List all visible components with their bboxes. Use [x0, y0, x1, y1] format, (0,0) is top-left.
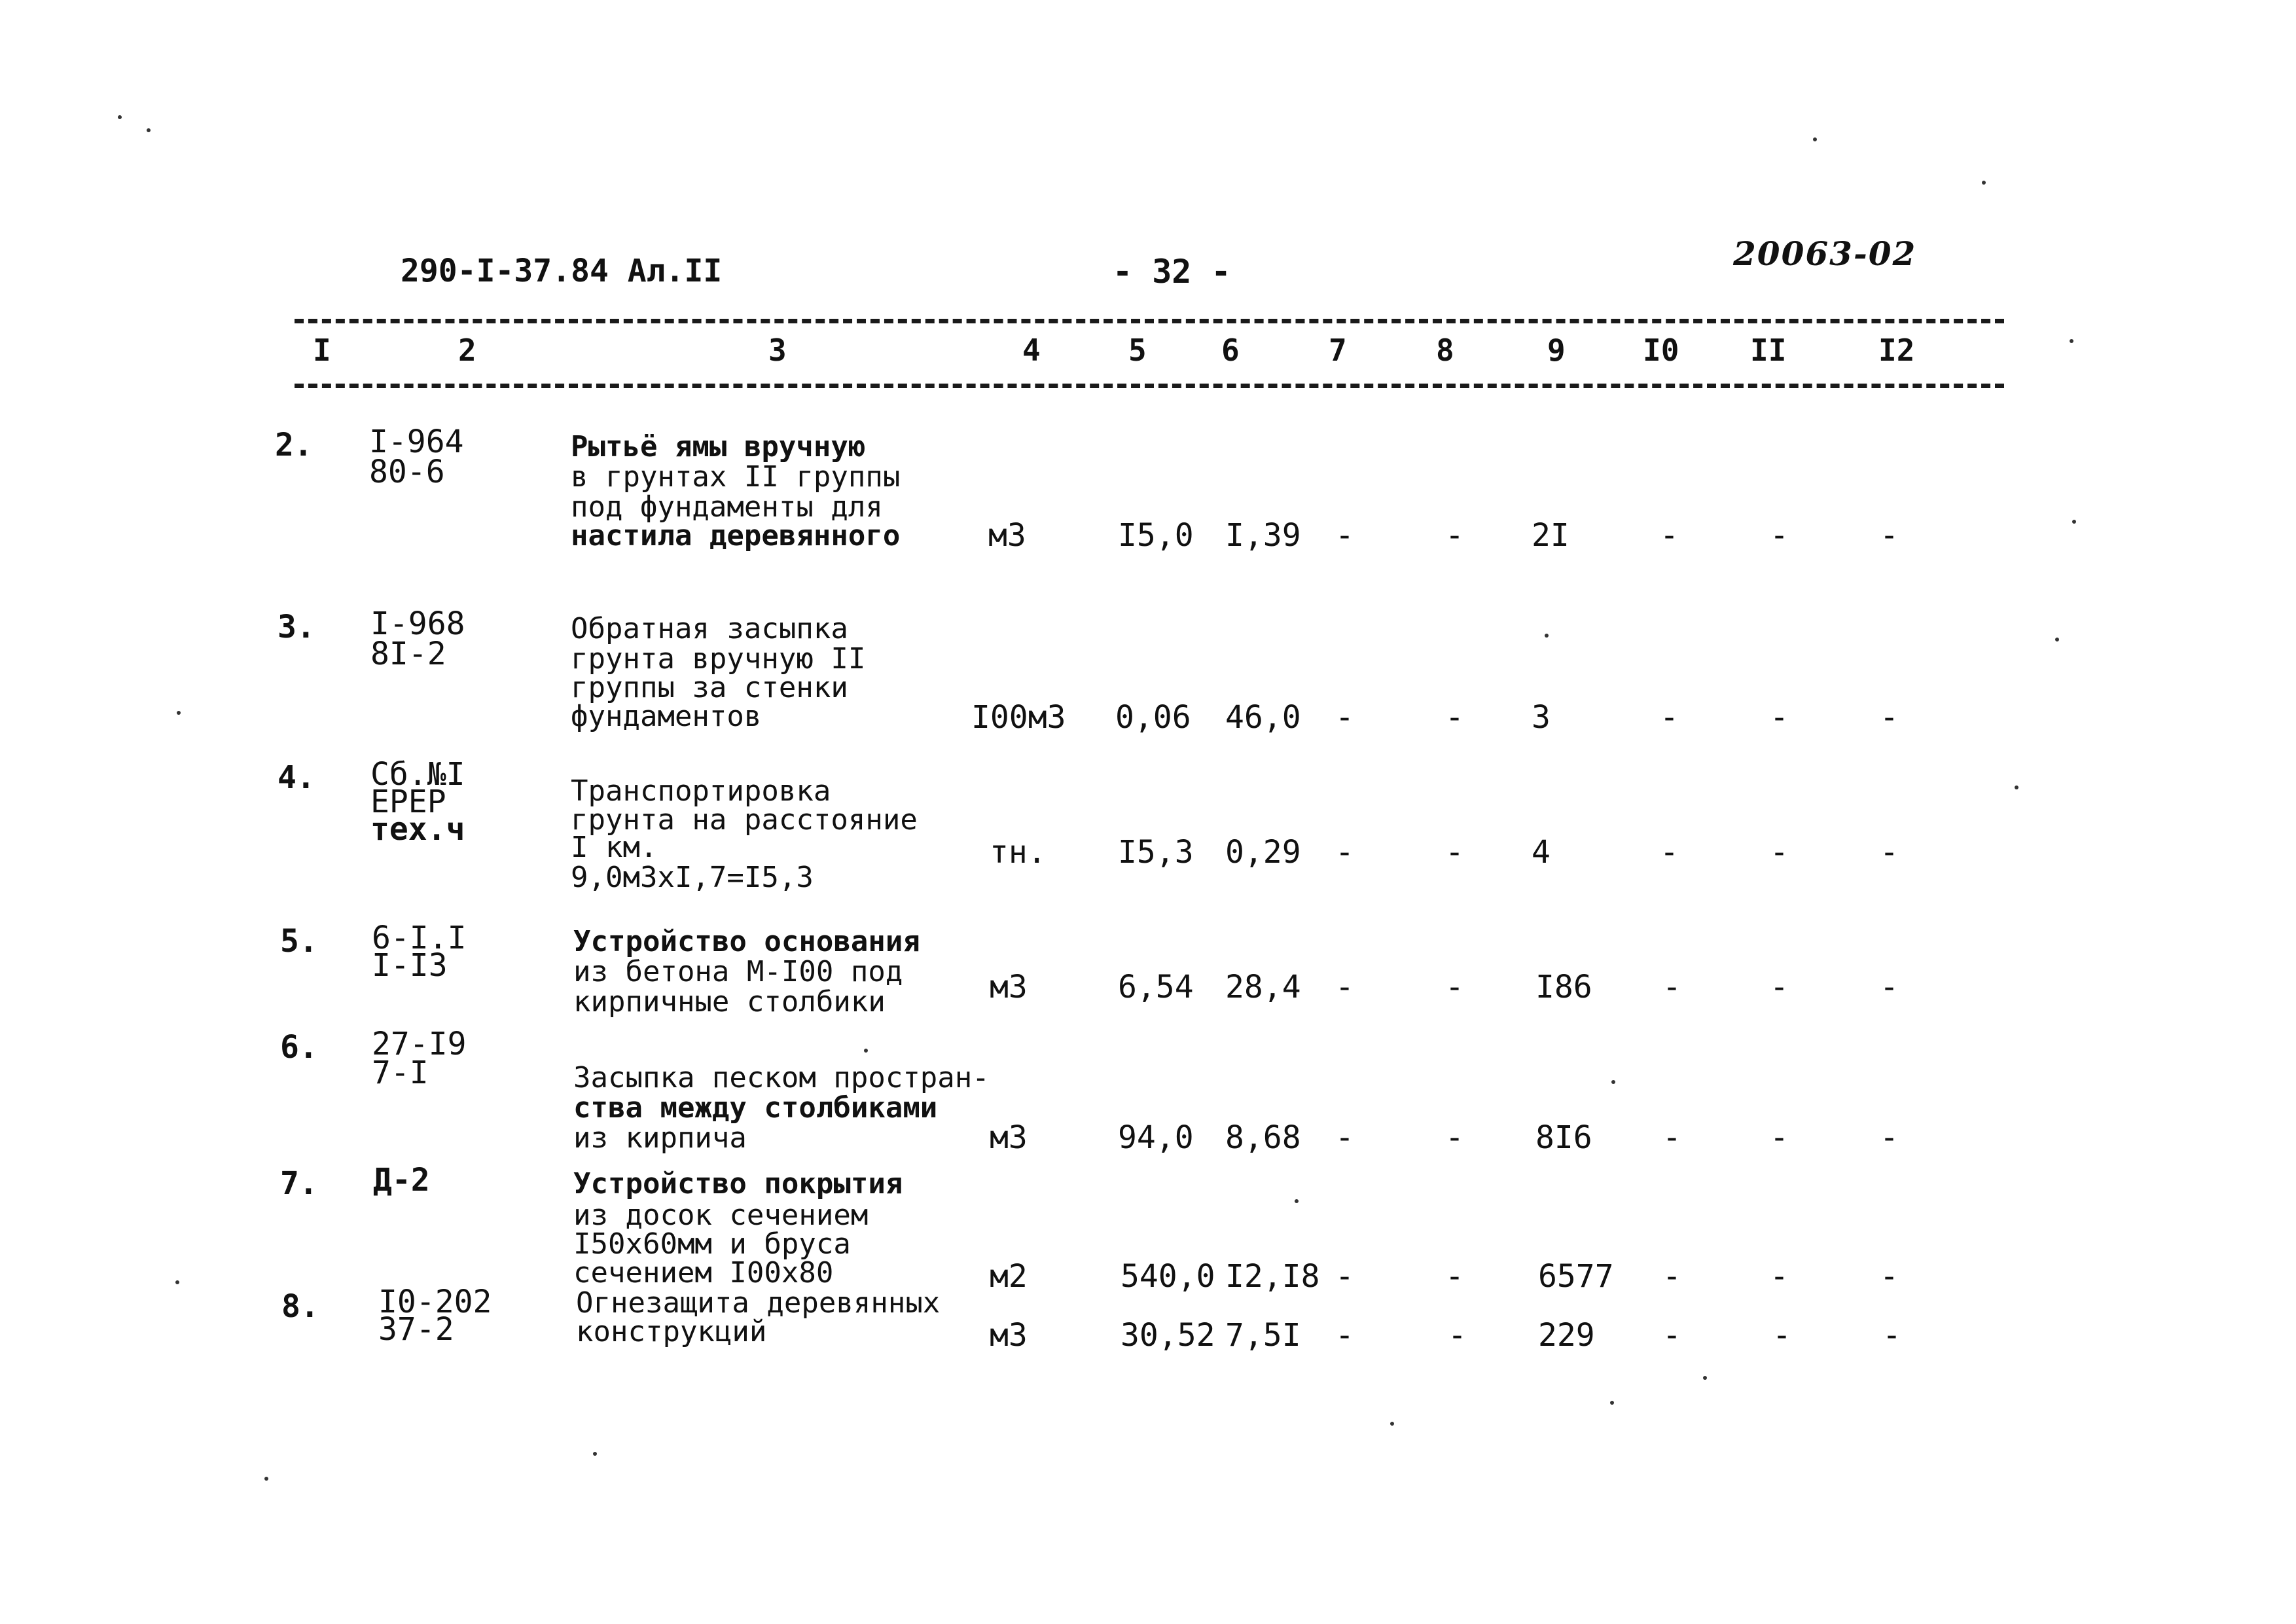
column-11-cell: -: [1770, 834, 1789, 871]
norm-code-line: 80-6: [369, 454, 445, 490]
scan-speck: [1390, 1422, 1394, 1426]
document-code: 290-I-37.84 Ал.II: [401, 253, 723, 289]
norm-code-line: Д-2: [373, 1162, 430, 1199]
column-header-10: I0: [1643, 333, 1679, 368]
column-header-1: I: [313, 333, 331, 368]
column-header-12: I2: [1878, 333, 1915, 368]
column-7-cell: -: [1335, 517, 1354, 554]
work-description-line: Транспортировка: [571, 774, 831, 808]
norm-code-line: I-964: [369, 424, 464, 460]
scan-speck: [1611, 1080, 1615, 1084]
unit-cell: м3: [990, 1317, 1028, 1354]
work-description-line: грунта на расстояние: [571, 803, 918, 837]
unit-cell: м3: [990, 969, 1028, 1005]
column-header-6: 6: [1221, 333, 1240, 368]
column-12-cell: -: [1880, 969, 1899, 1005]
column-11-cell: -: [1770, 699, 1789, 736]
scan-speck: [175, 1280, 179, 1284]
row-number: 8.: [281, 1288, 319, 1325]
norm-code-line: I-I3: [372, 947, 448, 984]
norm-code-line: I0-202: [378, 1284, 492, 1320]
column-12-cell: -: [1880, 1119, 1899, 1156]
column-10-cell: -: [1662, 1317, 1681, 1354]
work-description-line: конструкций: [576, 1315, 767, 1348]
norm-code-line: 8I-2: [370, 636, 446, 672]
work-description-line: из досок сечением: [573, 1199, 869, 1232]
column-12-cell: -: [1880, 517, 1899, 554]
column-header-8: 8: [1436, 333, 1454, 368]
work-description-line: в грунтах II группы: [571, 460, 901, 494]
work-description-line: фундаментов: [571, 700, 762, 733]
column-header-4: 4: [1022, 333, 1041, 368]
column-10-cell: -: [1660, 699, 1679, 736]
scan-speck: [593, 1452, 597, 1456]
column-10-cell: -: [1662, 969, 1681, 1005]
column-10-cell: -: [1662, 1119, 1681, 1156]
column-10-cell: -: [1660, 834, 1679, 871]
rate-cell: 28,4: [1225, 969, 1301, 1005]
column-10-cell: -: [1660, 517, 1679, 554]
scan-speck: [1813, 137, 1817, 141]
norm-code-line: ЕРЕР: [370, 784, 446, 820]
row-number: 3.: [278, 609, 315, 645]
row-number: 5.: [280, 923, 318, 960]
norm-code-line: 27-I9: [372, 1026, 467, 1062]
row-number: 7.: [280, 1165, 318, 1202]
column-8-cell: -: [1445, 969, 1464, 1005]
work-description-line: из бетона М-I00 под: [573, 955, 903, 988]
work-description-line: Огнезащита деревянных: [576, 1286, 941, 1320]
column-7-cell: -: [1335, 969, 1354, 1005]
rate-cell: 8,68: [1225, 1119, 1301, 1156]
column-12-cell: -: [1880, 1258, 1899, 1295]
column-11-cell: -: [1770, 969, 1789, 1005]
column-header-2: 2: [458, 333, 476, 368]
scan-speck: [1703, 1376, 1707, 1380]
column-header-7: 7: [1329, 333, 1347, 368]
column-8-cell: -: [1445, 1258, 1464, 1295]
rate-cell: 0,29: [1225, 834, 1301, 871]
unit-cell: м3: [988, 517, 1026, 554]
work-description-line: грунта вручную II: [571, 642, 866, 676]
column-header-3: 3: [768, 333, 787, 368]
total-cell: 4: [1532, 834, 1551, 871]
column-8-cell: -: [1445, 1119, 1464, 1156]
quantity-cell: 540,0: [1121, 1258, 1215, 1295]
work-description-line: Засыпка песком простран-: [573, 1061, 990, 1094]
column-8-cell: -: [1448, 1317, 1467, 1354]
work-description-line: I50х60мм и бруса: [573, 1227, 851, 1261]
scan-speck: [2055, 638, 2059, 641]
work-description-line: Устройство основания: [573, 925, 920, 958]
norm-code-line: I-968: [370, 605, 465, 642]
column-12-cell: -: [1880, 834, 1899, 871]
rate-cell: I,39: [1225, 517, 1301, 554]
total-cell: 6577: [1538, 1258, 1614, 1295]
column-header-5: 5: [1128, 333, 1147, 368]
column-8-cell: -: [1445, 699, 1464, 736]
scan-speck: [177, 711, 181, 715]
quantity-cell: I5,0: [1118, 517, 1194, 554]
unit-cell: I00м3: [971, 699, 1066, 736]
column-7-cell: -: [1335, 1258, 1354, 1295]
work-description-line: Обратная засыпка: [571, 612, 848, 645]
unit-cell: тн.: [990, 834, 1047, 871]
unit-cell: м3: [990, 1119, 1028, 1156]
work-description-line: I км.: [571, 831, 658, 864]
row-number: 4.: [278, 759, 315, 796]
norm-code-line: тех.ч: [370, 811, 465, 848]
total-cell: I86: [1535, 969, 1592, 1005]
column-7-cell: -: [1335, 834, 1354, 871]
scan-speck: [2072, 520, 2076, 524]
scan-speck: [2015, 785, 2018, 789]
rate-cell: 46,0: [1225, 699, 1301, 736]
column-7-cell: -: [1335, 1317, 1354, 1354]
row-number: 2.: [275, 427, 313, 463]
work-description-line: сечением I00х80: [573, 1256, 834, 1290]
work-description-line: кирпичные столбики: [573, 985, 886, 1019]
work-description-line: Устройство покрытия: [573, 1167, 903, 1200]
quantity-cell: 6,54: [1118, 969, 1194, 1005]
quantity-cell: 94,0: [1118, 1119, 1194, 1156]
column-11-cell: -: [1770, 1119, 1789, 1156]
scan-speck: [264, 1477, 268, 1481]
scan-speck: [2070, 339, 2073, 343]
unit-cell: м2: [990, 1258, 1028, 1295]
work-description-line: настила деревянного: [571, 519, 901, 552]
column-11-cell: -: [1770, 1258, 1789, 1295]
table-top-rule: [295, 319, 2004, 323]
work-description-line: под фундаменты для: [571, 490, 883, 524]
quantity-cell: I5,3: [1118, 834, 1194, 871]
norm-code-line: 37-2: [378, 1311, 454, 1348]
work-description-line: из кирпича: [573, 1121, 747, 1155]
total-cell: 3: [1532, 699, 1551, 736]
work-description-line: ства между столбиками: [573, 1091, 938, 1125]
work-description-line: Рытьё ямы вручную: [571, 430, 866, 463]
column-12-cell: -: [1882, 1317, 1901, 1354]
scan-speck: [1982, 181, 1986, 185]
norm-code-line: Сб.№I: [370, 756, 465, 793]
column-7-cell: -: [1335, 699, 1354, 736]
total-cell: 8I6: [1535, 1119, 1592, 1156]
row-number: 6.: [280, 1029, 318, 1066]
total-cell: 2I: [1532, 517, 1570, 554]
quantity-cell: 30,52: [1121, 1317, 1215, 1354]
column-7-cell: -: [1335, 1119, 1354, 1156]
scan-speck: [1545, 634, 1549, 638]
scan-speck: [147, 128, 151, 132]
column-11-cell: -: [1772, 1317, 1791, 1354]
page-number: - 32 -: [1113, 253, 1231, 291]
norm-code-line: 7-I: [372, 1055, 429, 1091]
table-header-bottom-rule: [295, 384, 2004, 388]
scan-speck: [118, 115, 122, 119]
quantity-cell: 0,06: [1115, 699, 1191, 736]
column-8-cell: -: [1445, 834, 1464, 871]
norm-code-line: 6-I.I: [372, 920, 467, 956]
column-12-cell: -: [1880, 699, 1899, 736]
total-cell: 229: [1538, 1317, 1595, 1354]
work-description-line: 9,0м3хI,7=I5,3: [571, 861, 814, 894]
rate-cell: 7,5I: [1225, 1317, 1301, 1354]
column-header-9: 9: [1547, 333, 1566, 368]
scan-speck: [864, 1049, 868, 1053]
work-description-line: группы за стенки: [571, 671, 848, 704]
handwritten-stamp: 20063-02: [1733, 234, 1917, 273]
scan-speck: [1610, 1401, 1614, 1405]
column-10-cell: -: [1662, 1258, 1681, 1295]
column-11-cell: -: [1770, 517, 1789, 554]
column-header-11: II: [1750, 333, 1787, 368]
rate-cell: I2,I8: [1225, 1258, 1320, 1295]
scan-speck: [1295, 1199, 1299, 1203]
column-8-cell: -: [1445, 517, 1464, 554]
